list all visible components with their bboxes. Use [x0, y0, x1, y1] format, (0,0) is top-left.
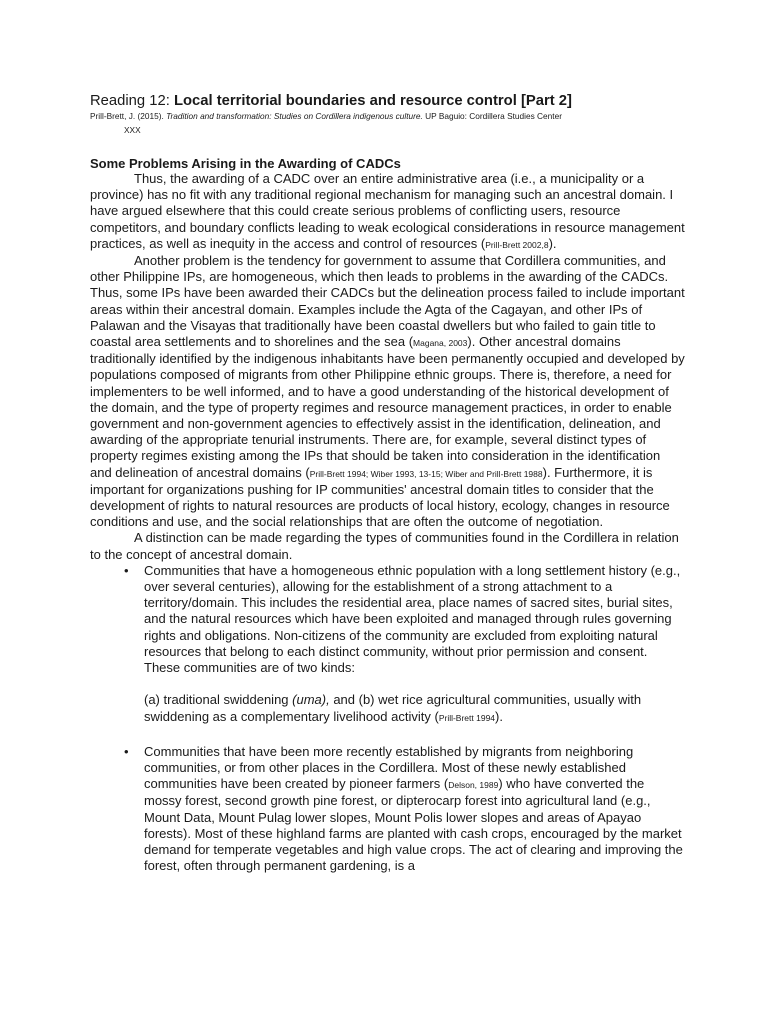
subtext-end: ).	[495, 708, 503, 724]
citation-inline: Magana, 2003	[413, 338, 468, 349]
list-item-text: Communities that have a homogeneous ethnic population with a long settlement history (e.g., over several centuries), allowing for the establishment of a strong attachment to a territory/domain. This includes the residential area, place names of sacred sites, burial sites, and the natural resources which have been exploited and managed through rules governing rights and obligations. Non-citizens of the community are excluded from exploiting natural resources that belong to each distinct community, without prior permission and consent. These communities are of two kinds:	[144, 562, 681, 676]
paragraph-1-text: Thus, the awarding of a CADC over an entire administrative area (i.e., a municipality or a province) has no fit with any traditional regional mechanism for managing such an ancestral domain. I have argued elsewhere that this could create serious problems of conflicting users, resource competitors, and boundary conflicts leading to weak ecological considerations in resource management practices, as well as inequity in the access and control of resources (	[90, 171, 685, 251]
reading-part: [Part 2]	[520, 93, 572, 109]
bullet-icon: •	[124, 562, 129, 578]
reading-title	[90, 92, 572, 110]
citation-publisher: UP Baguio: Cordillera Studies Center	[425, 111, 562, 121]
list-item-subtext	[144, 692, 685, 725]
paragraph-2	[90, 253, 685, 530]
citation-work: Tradition and transformation: Studies on Cordillera indigenous culture.	[166, 111, 423, 121]
source-citation	[90, 111, 562, 121]
uma-term: (uma),	[292, 692, 330, 708]
paragraph-2-text-3: ). Furthermore, it is important for organizations pushing for IP communities' ancestral domain titles to consider that the development of rights to natural resources are products of local history, ecology, changes in resource conditions and use, and the social relationships that are often the outcome of negotiation.	[90, 464, 670, 530]
bullet-icon: •	[124, 743, 129, 759]
reading-number: Reading 12:	[90, 93, 170, 109]
community-types-list	[90, 563, 685, 874]
citation-inline: Delson, 1989	[448, 780, 499, 791]
list-item	[90, 744, 685, 875]
spacer	[144, 676, 685, 692]
list-item-text-2: ) who have converted the mossy forest, second growth pine forest, or dipterocarp forest into agricultural land (e.g., Mount Data, Mount Pulag lower slopes, Mount Polis lower slopes and areas of Apayao forests). Most of these highland farms are planted with cash crops, encouraged by the market demand for temperate vegetables and high value crops. The act of clearing and improving the forest, often through permanent gardening, is a	[144, 776, 683, 874]
subtext-part-a: (a) traditional swiddening	[144, 692, 293, 708]
paragraph-2-text-2: ). Other ancestral domains traditionally identified by the indigenous inhabitants have been permanently occupied and developed by populations composed of migrants from other Philippine ethnic groups. There is, therefore, a need for implementers to be well informed, and to have a good understanding of the historical development of the domain, and the type of property regimes and resource management practices, in order to enable government and non-government agencies to effectively assist in the identification, delineation, and awarding of the appropriate tenurial instruments. There are, for example, several distinct types of property regimes existing among the IPs that should be taken into consideration in the identification and delineation of ancestral domains (	[90, 334, 685, 480]
citation-authors: Prill-Brett, J. (2015).	[90, 111, 164, 121]
citation-inline: Prill-Brett 2002,8	[485, 239, 549, 250]
citation-placeholder: XXX	[124, 125, 141, 135]
paragraph-3: A distinction can be made regarding the types of communities found in the Cordillera in relation to the concept of ancestral domain.	[90, 530, 679, 562]
paragraph-2-text-1: Another problem is the tendency for government to assume that Cordillera communities, and other Philippine IPs, are homogeneous, which then leads to problems in the awarding of the CADCs. Thus, some IPs have been awarded their CADCs but the delineation process failed to include important areas within their ancestral domain. Examples include the Agta of the Cagayan, and other IPs of Palawan and the Visayas that traditionally have been coastal dwellers but who failed to gain title to coastal area settlements and to shorelines and the sea (	[90, 253, 685, 350]
paragraph-1	[90, 171, 685, 253]
list-item	[90, 563, 685, 726]
paragraph-1-end: ).	[548, 235, 557, 251]
section-body	[90, 171, 685, 874]
section-heading: Some Problems Arising in the Awarding of CADCs	[90, 156, 401, 171]
list-item-text	[144, 744, 685, 875]
reading-main-title: Local territorial boundaries and resource control	[173, 93, 517, 109]
citation-inline: Prill-Brett 1994; Wiber 1993, 13-15; Wiber and Prill-Brett 1988	[309, 468, 543, 479]
subtext-part-b: and (b) wet rice agricultural communities, usually with swiddening as a complementary livelihood activity (	[144, 692, 642, 724]
citation-inline: Prill-Brett 1994	[438, 712, 496, 723]
list-item-text-1: Communities that have been more recently established by migrants from neighboring communities, or from other places in the Cordillera. Most of these newly established communities have been created by pioneer farmers (	[144, 743, 634, 792]
